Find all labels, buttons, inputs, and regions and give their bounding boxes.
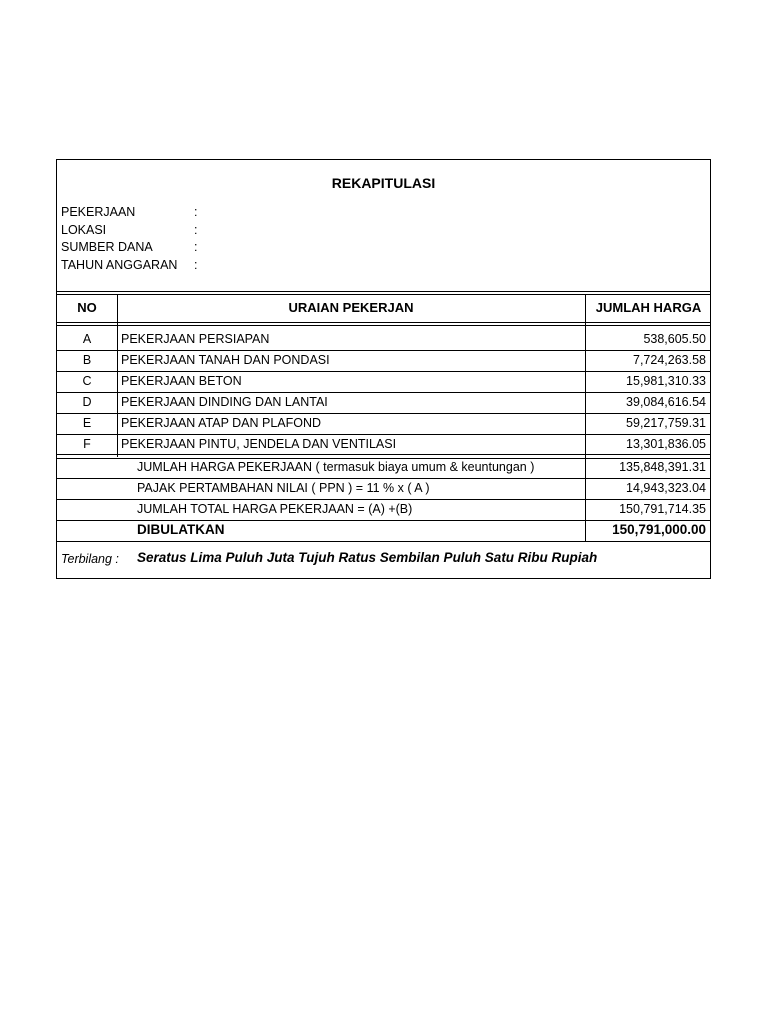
row-desc: PEKERJAAN TANAH DAN PONDASI	[121, 353, 330, 367]
summary-desc: PAJAK PERTAMBAHAN NILAI ( PPN ) = 11 % x ( A )	[137, 481, 430, 495]
meta-row-tahun-anggaran	[61, 257, 197, 275]
row-no: F	[83, 437, 91, 451]
row-desc: PEKERJAAN BETON	[121, 374, 242, 388]
row-desc: PEKERJAAN PERSIAPAN	[121, 332, 270, 346]
summary-amount: 150,791,714.35	[619, 502, 706, 516]
summary-bottom-rule	[57, 541, 710, 542]
header-top-rule-double	[57, 294, 710, 295]
row-divider	[57, 434, 710, 435]
row-no: B	[82, 353, 92, 367]
header-no: NO	[77, 300, 97, 315]
terbilang-label: Terbilang :	[61, 552, 119, 566]
row-desc: PEKERJAAN ATAP DAN PLAFOND	[121, 416, 322, 430]
meta-row-sumber-dana	[61, 239, 197, 257]
meta-label: LOKASI	[61, 222, 107, 237]
terbilang-text: Seratus Lima Puluh Juta Tujuh Ratus Sembilan Puluh Satu Ribu Rupiah	[137, 550, 598, 565]
summary-amount: 135,848,391.31	[619, 460, 706, 474]
header-jumlah-harga: JUMLAH HARGA	[595, 300, 702, 315]
meta-separator: :	[194, 240, 198, 254]
row-divider	[57, 371, 710, 372]
row-desc: PEKERJAAN PINTU, JENDELA DAN VENTILASI	[121, 437, 397, 451]
meta-label: SUMBER DANA	[61, 240, 153, 254]
header-top-rule	[57, 291, 710, 292]
summary-divider	[57, 499, 710, 500]
row-no: E	[82, 416, 92, 430]
header-bottom-rule-double	[57, 325, 710, 326]
items-bottom-rule	[57, 454, 710, 455]
rounded-total-amount: 150,791,000.00	[612, 522, 706, 537]
meta-label: TAHUN ANGGARAN	[61, 257, 178, 272]
row-desc: PEKERJAAN DINDING DAN LANTAI	[121, 395, 328, 409]
amount-column-rule	[585, 294, 586, 541]
items-bottom-rule-double	[57, 458, 710, 459]
rekapitulasi-sheet	[56, 159, 711, 579]
row-no: C	[82, 374, 92, 388]
row-no: A	[82, 332, 92, 346]
row-amount: 13,301,836.05	[626, 437, 706, 451]
summary-desc: JUMLAH HARGA PEKERJAAN ( termasuk biaya umum & keuntungan )	[137, 460, 535, 474]
summary-desc: JUMLAH TOTAL HARGA PEKERJAAN = (A) +(B)	[137, 502, 413, 516]
row-amount: 7,724,263.58	[633, 353, 706, 367]
no-column-rule	[117, 294, 118, 457]
summary-amount: 14,943,323.04	[626, 481, 706, 495]
row-divider	[57, 350, 710, 351]
meta-label: PEKERJAAN	[61, 205, 136, 219]
meta-separator: :	[194, 205, 198, 219]
row-amount: 538,605.50	[643, 332, 706, 346]
meta-row-lokasi	[61, 222, 197, 240]
document-title: REKAPITULASI	[331, 175, 436, 191]
summary-divider	[57, 478, 710, 479]
row-amount: 39,084,616.54	[626, 395, 706, 409]
meta-separator: :	[194, 257, 198, 272]
row-amount: 15,981,310.33	[626, 374, 706, 388]
header-bottom-rule	[57, 322, 710, 323]
meta-row-pekerjaan	[61, 204, 197, 222]
summary-divider	[57, 520, 710, 521]
header-uraian: URAIAN PEKERJAN	[288, 300, 414, 315]
meta-separator: :	[194, 222, 198, 237]
rounded-total-label: DIBULATKAN	[137, 522, 225, 537]
row-no: D	[82, 395, 92, 409]
project-info	[61, 204, 197, 274]
row-amount: 59,217,759.31	[626, 416, 706, 430]
row-divider	[57, 392, 710, 393]
row-divider	[57, 413, 710, 414]
